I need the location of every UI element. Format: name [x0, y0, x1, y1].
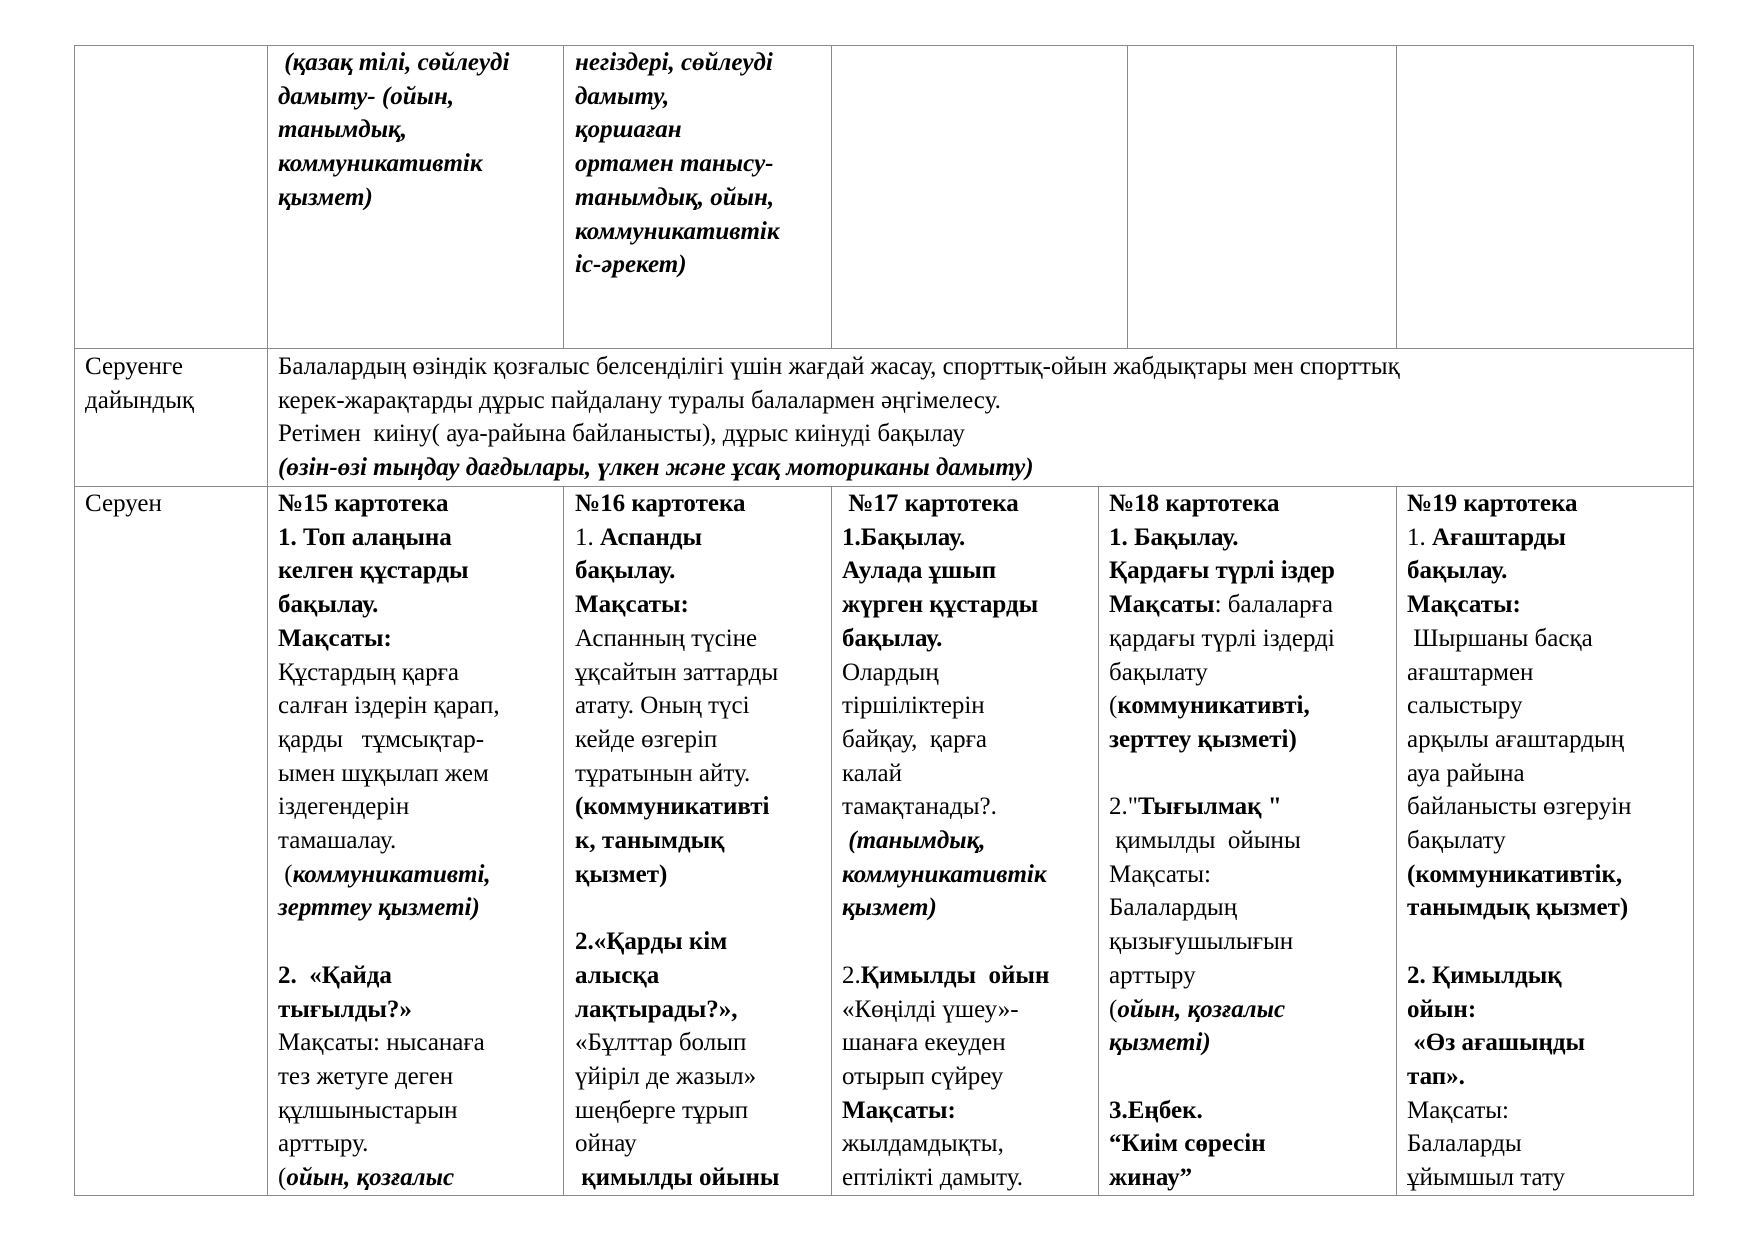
row3-col2-cell-line-5: [575, 622, 779, 656]
text-run: «Өз ағашыңды: [1407, 1029, 1586, 1057]
text-run: бақылау.: [842, 624, 943, 652]
text-run: бақылау.: [1407, 557, 1508, 585]
row3-col5-cell-line-6: [1407, 656, 1631, 690]
row3-col1-cell-line-11: [278, 824, 500, 858]
row2-content-cell-line-2: [278, 384, 1400, 418]
row3-col2-cell-line-19: [575, 1094, 779, 1128]
text-run: тіршіліктерін: [842, 692, 985, 720]
row3-col3-cell-line-19: [842, 1094, 1049, 1128]
row3-col1-cell-line-13: [278, 891, 500, 925]
row3-col2-cell-line-7: [575, 689, 779, 723]
row3-col3-cell-line-8: [842, 723, 1049, 757]
row3-col2-cell-line-10: [575, 790, 779, 824]
row3-col1-cell-line-1: [278, 487, 500, 521]
row3-col5-cell: [1407, 487, 1631, 1195]
row3-col1-cell-line-7: [278, 689, 500, 723]
col-divider-2-top: [563, 45, 564, 348]
text-run: ымен шұқылап жем: [278, 759, 489, 787]
row3-col3-cell-line-15: [842, 959, 1049, 993]
text-run: “Киім сөресін: [1109, 1130, 1266, 1158]
text-run: коммуникативтік: [842, 860, 1047, 888]
row3-col3-cell-line-4: [842, 588, 1049, 622]
text-run: құлшыныстарын: [278, 1096, 458, 1124]
row3-col2-cell-line-2: [575, 521, 779, 555]
row2-content-cell-line-4: [278, 451, 1400, 485]
text-run: зерттеу қызметі): [1109, 725, 1297, 753]
text-run: байқау, қарға: [842, 725, 988, 753]
row3-col1-cell: [278, 487, 500, 1195]
row1-col2-cell-line-6: [575, 215, 780, 249]
row-divider-1: [74, 348, 1694, 349]
row3-col2-cell-line-15: [575, 959, 779, 993]
text-run: Мақсаты: нысанаға: [278, 1029, 485, 1057]
row3-col3-cell-line-13: [842, 891, 1049, 925]
text-run: қимылды ойыны: [1109, 827, 1301, 855]
text-run: Тығылмақ ": [1137, 793, 1282, 821]
row3-col1-cell-line-19: [278, 1094, 500, 1128]
text-run: ауа райына: [1407, 759, 1525, 787]
row3-col5-cell-line-3: [1407, 554, 1631, 588]
row2-content-cell-line-3: [278, 417, 1400, 451]
text-run: ойын, қозғалыс: [286, 1164, 455, 1192]
row3-col5-cell-line-19: [1407, 1094, 1631, 1128]
row3-col1-cell-line-12: [278, 858, 500, 892]
text-run: Мақсаты:: [575, 591, 689, 619]
text-run: танымдық,: [278, 116, 407, 144]
text-run: 2. Қимылдық: [1407, 961, 1562, 989]
row3-col4-cell-line-13: [1109, 891, 1335, 925]
row1-col2-cell-line-2: [575, 80, 780, 114]
col-divider-4-top: [1127, 45, 1128, 348]
row1-col2-cell: [575, 46, 780, 282]
text-run: Ағаштарды: [1432, 523, 1566, 551]
row3-col1-cell-line-20: [278, 1127, 500, 1161]
row3-col4-cell-line-20: [1109, 1127, 1335, 1161]
row3-col3-cell-line-9: [842, 757, 1049, 791]
row3-col1-cell-line-8: [278, 723, 500, 757]
text-run: 2. «Қайда: [278, 961, 392, 989]
text-run: тап».: [1407, 1062, 1465, 1090]
text-run: шеңберге тұрып: [575, 1096, 749, 1124]
text-run: коммуникативтік: [575, 217, 780, 245]
text-run: №16 картотека: [575, 490, 746, 517]
row3-col2-cell-line-4: [575, 588, 779, 622]
text-run: шанаға екеуден: [842, 1029, 1006, 1057]
row3-col5-cell-line-18: [1407, 1060, 1631, 1094]
text-run: (танымдық,: [842, 827, 986, 855]
text-run: коммуникативті,: [292, 860, 491, 888]
text-run: салыстыру: [1407, 692, 1523, 720]
row3-col2-cell-line-17: [575, 1026, 779, 1060]
col-divider-3-bottom: [831, 486, 832, 1196]
text-run: негіздері, сөйлеуді: [575, 49, 773, 76]
row3-col4-cell: [1109, 487, 1335, 1195]
row1-col1-cell-line-2: [278, 80, 509, 114]
text-run: қардағы түрлі іздерді: [1109, 624, 1335, 652]
text-run: (: [1109, 692, 1118, 720]
text-run: зерттеу қызметі): [278, 894, 480, 922]
row3-col3-cell-line-11: [842, 824, 1049, 858]
row3-col1-cell-line-18: [278, 1060, 500, 1094]
text-run: Мақсаты:: [1109, 860, 1211, 888]
text-run: Аулада ұшып: [842, 557, 997, 585]
text-run: дамыту- (ойын,: [278, 82, 455, 110]
text-run: тамақтанады?.: [842, 793, 997, 821]
text-run: Олардың: [842, 658, 939, 686]
row3-col1-cell-line-4: [278, 588, 500, 622]
row3-col5-cell-line-9: [1407, 757, 1631, 791]
text-run: 2.": [1109, 793, 1138, 821]
row2-label-line-2: дайындық: [85, 386, 195, 414]
text-run: қоршаған: [575, 116, 682, 144]
text-run: бақылау.: [575, 557, 676, 585]
row3-col5-cell-line-15: [1407, 959, 1631, 993]
row1-col2-cell-line-4: [575, 147, 780, 181]
text-run: кейде өзгеріп: [575, 725, 718, 753]
row3-col5-cell-line-14: [1407, 925, 1631, 959]
row3-col5-cell-line-11: [1407, 824, 1631, 858]
text-run: арқылы ағаштардың: [1407, 725, 1625, 753]
row1-col1-cell-line-5: [278, 181, 509, 215]
text-run: Мақсаты:: [278, 624, 392, 652]
text-run: №15 картотека: [278, 490, 449, 517]
row3-col1-cell-line-10: [278, 790, 500, 824]
text-run: (: [1109, 995, 1118, 1023]
row3-col2-cell-line-13: [575, 891, 779, 925]
row3-col4-cell-line-17: [1109, 1026, 1335, 1060]
text-run: (: [278, 1164, 287, 1192]
text-run: дамыту,: [575, 82, 670, 110]
row3-col4-cell-line-1: [1109, 487, 1335, 521]
text-run: №18 картотека: [1109, 490, 1280, 517]
row2-label-line-1: Серуенге: [85, 353, 183, 380]
text-run: тез жетуге деген: [278, 1062, 454, 1090]
row3-col4-cell-line-15: [1109, 959, 1335, 993]
text-run: ойнау: [575, 1130, 637, 1158]
text-run: Аспанды: [600, 523, 703, 551]
text-run: : балаларға: [1214, 591, 1334, 619]
row3-col4-cell-line-10: [1109, 790, 1335, 824]
text-run: (: [278, 860, 293, 888]
row3-col5-cell-line-20: [1407, 1127, 1631, 1161]
row1-col2-cell-line-5: [575, 181, 780, 215]
row3-label-cell: [85, 487, 162, 521]
row3-col1-cell-line-9: [278, 757, 500, 791]
text-run: тұратынын айту.: [575, 759, 751, 787]
row3-col4-cell-line-2: [1109, 521, 1335, 555]
row3-col4-cell-line-7: [1109, 689, 1335, 723]
text-run: қызығушылығын: [1109, 928, 1294, 956]
row3-col3-cell-line-1: [842, 487, 1049, 521]
text-run: ойын:: [1407, 995, 1477, 1023]
text-run: ойын, қозғалыс: [1117, 995, 1286, 1023]
col-divider-3-top: [831, 45, 832, 348]
row3-col4-cell-line-9: [1109, 757, 1335, 791]
text-run: коммуникативті,: [1117, 692, 1310, 720]
row3-col5-cell-line-16: [1407, 993, 1631, 1027]
text-run: қызмет): [278, 183, 373, 211]
text-run: Мақсаты:: [1407, 1096, 1509, 1124]
row3-col5-cell-line-1: [1407, 487, 1631, 521]
row3-col2-cell-line-11: [575, 824, 779, 858]
row3-col1-cell-line-5: [278, 622, 500, 656]
text-run: Аспанның түсіне: [575, 624, 758, 652]
text-run: 1.Бақылау.: [842, 523, 966, 551]
text-run: Ретімен киіну( ауа-райына байланысты), дұрыс киінуді бақылау: [278, 420, 965, 448]
text-run: қызмет): [842, 894, 937, 922]
text-run: Қардағы түрлі іздер: [1109, 557, 1335, 585]
row3-col4-cell-line-21: [1109, 1161, 1335, 1195]
text-run: байланысты өзгеруін: [1407, 793, 1632, 821]
row3-col1-cell-line-2: [278, 521, 500, 555]
col-divider-2-bottom: [563, 486, 564, 1196]
row3-col5-cell-line-21: [1407, 1161, 1631, 1195]
row1-col2-cell-line-3: [575, 113, 780, 147]
row3-col5-cell-line-4: [1407, 588, 1631, 622]
text-run: Балалардың өзіндік қозғалыс белсенділігі үшін жағдай жасау, спорттық-ойын жабдықтары мен спорттық: [278, 353, 1400, 380]
row3-col3-cell-line-10: [842, 790, 1049, 824]
row3-col4-cell-line-5: [1109, 622, 1335, 656]
row3-col3-cell-line-7: [842, 689, 1049, 723]
row3-col5-cell-line-17: [1407, 1026, 1631, 1060]
text-run: жылдамдықты,: [842, 1130, 1004, 1158]
text-run: 1. Бақылау.: [1109, 523, 1239, 551]
row3-col2-cell-line-1: [575, 487, 779, 521]
text-run: Шыршаны басқа: [1407, 624, 1593, 652]
text-run: (өзін-өзі тыңдау дағдылары, үлкен және ұсақ моториканы дамыту): [278, 454, 1034, 482]
text-run: бақылату: [1407, 827, 1506, 855]
row3-col2-cell-line-6: [575, 656, 779, 690]
text-run: жинау”: [1109, 1164, 1193, 1192]
row3-col4-cell-line-19: [1109, 1094, 1335, 1128]
row3-col1-cell-line-6: [278, 656, 500, 690]
row3-col4-cell-line-16: [1109, 993, 1335, 1027]
text-run: алысқа: [575, 961, 660, 989]
row3-col5-cell-line-5: [1407, 622, 1631, 656]
text-run: (коммуникативтік,: [1407, 860, 1623, 888]
row3-col2-cell-line-9: [575, 757, 779, 791]
row3-col2-cell-line-14: [575, 925, 779, 959]
row3-col3-cell-line-17: [842, 1026, 1049, 1060]
row3-col2-cell-line-21: [575, 1161, 779, 1195]
row3-col1-cell-line-3: [278, 554, 500, 588]
row3-col2-cell-line-8: [575, 723, 779, 757]
text-run: 1.: [1407, 523, 1432, 551]
row3-col2-cell-line-20: [575, 1127, 779, 1161]
text-run: (қазақ тілі, сөйлеуді: [278, 49, 510, 76]
col-divider-4-bottom: [1098, 486, 1099, 1196]
row3-col4-cell-line-11: [1109, 824, 1335, 858]
row3-label: Серуен: [85, 490, 162, 517]
row3-col2-cell-line-12: [575, 858, 779, 892]
row1-col1-cell-line-1: [278, 46, 509, 80]
text-run: 1. Топ алаңына: [278, 523, 452, 551]
text-run: керек-жарақтарды дұрыс пайдалану туралы балалармен әңгімелесу.: [278, 386, 1001, 414]
text-run: танымдық, ойын,: [575, 183, 775, 211]
text-run: коммуникативтік: [278, 150, 483, 178]
row3-col5-cell-line-10: [1407, 790, 1631, 824]
row3-col5-cell-line-8: [1407, 723, 1631, 757]
row3-col3-cell-line-2: [842, 521, 1049, 555]
text-run: іздегендерін: [278, 793, 410, 821]
row1-col1-cell-line-3: [278, 113, 509, 147]
row1-col1-cell-line-4: [278, 147, 509, 181]
row3-col4-cell-line-14: [1109, 925, 1335, 959]
text-run: келген құстарды: [278, 557, 469, 585]
text-run: к, танымдық: [575, 827, 725, 855]
text-run: «Көңілді үшеу»-: [842, 995, 1019, 1023]
text-run: ұйымшыл тату: [1407, 1164, 1566, 1192]
text-run: 3.Еңбек.: [1109, 1096, 1203, 1124]
text-run: қызмет): [575, 860, 668, 888]
text-run: №17 картотека: [842, 490, 1019, 517]
row1-col1-cell: [278, 46, 509, 215]
row3-col1-cell-line-17: [278, 1026, 500, 1060]
row3-col3-cell-line-12: [842, 858, 1049, 892]
row3-col5-cell-line-2: [1407, 521, 1631, 555]
text-run: бақылату: [1109, 658, 1208, 686]
col-divider-label: [267, 45, 268, 1196]
text-run: Балаларды: [1407, 1130, 1522, 1158]
text-run: ағаштармен: [1407, 658, 1534, 686]
text-run: арттыру.: [278, 1130, 369, 1158]
row3-col3-cell-line-16: [842, 993, 1049, 1027]
row2-content-cell-line-1: [278, 350, 1400, 384]
text-run: отырып сүйреу: [842, 1062, 1004, 1090]
row3-col3-cell-line-18: [842, 1060, 1049, 1094]
text-run: танымдық қызмет): [1407, 894, 1629, 922]
text-run: атату. Оның түсі: [575, 692, 750, 720]
row1-col2-cell-line-7: [575, 248, 780, 282]
row3-col1-cell-line-14: [278, 925, 500, 959]
row3-col1-cell-line-16: [278, 993, 500, 1027]
text-run: Мақсаты:: [842, 1096, 956, 1124]
row3-col4-cell-line-12: [1109, 858, 1335, 892]
row1-col2-cell-line-1: [575, 46, 780, 80]
row2-content-cell: [278, 350, 1400, 485]
text-run: бақылау.: [278, 591, 379, 619]
row3-col2-cell: [575, 487, 779, 1195]
text-run: лақтырады?»,: [575, 995, 738, 1023]
row3-col5-cell-line-13: [1407, 891, 1631, 925]
text-run: тығылды?»: [278, 995, 412, 1023]
row3-col2-cell-line-18: [575, 1060, 779, 1094]
text-run: Мақсаты: [1109, 591, 1215, 619]
text-run: ептілікті дамыту.: [842, 1164, 1023, 1192]
row3-col5-cell-line-12: [1407, 858, 1631, 892]
row3-col5-cell-line-7: [1407, 689, 1631, 723]
row3-col4-cell-line-6: [1109, 656, 1335, 690]
row3-col3-cell-line-3: [842, 554, 1049, 588]
text-run: тамашалау.: [278, 827, 397, 855]
row3-col4-cell-line-8: [1109, 723, 1335, 757]
text-run: Құстардың қарға: [278, 658, 460, 686]
row3-col4-cell-line-3: [1109, 554, 1335, 588]
row3-col3-cell-line-6: [842, 656, 1049, 690]
text-run: 2.«Қарды кім: [575, 928, 728, 956]
text-run: Балалардың: [1109, 894, 1238, 922]
text-run: Қимылды ойын: [860, 961, 1050, 989]
text-run: ұқсайтын заттарды: [575, 658, 779, 686]
text-run: ортамен танысу-: [575, 150, 774, 178]
text-run: «Бұлттар болып: [575, 1029, 747, 1057]
text-run: 1.: [575, 523, 600, 551]
row3-col1-cell-line-15: [278, 959, 500, 993]
row3-col3-cell: [842, 487, 1049, 1195]
row2-label-cell: [85, 350, 194, 417]
text-run: қызметі): [1109, 1029, 1211, 1057]
row3-col3-cell-line-20: [842, 1127, 1049, 1161]
text-run: қимылды ойыны: [575, 1164, 780, 1192]
text-run: калай: [842, 759, 903, 787]
text-run: 2.: [842, 961, 861, 989]
row3-col1-cell-line-21: [278, 1161, 500, 1195]
text-run: үйіріл де жазыл»: [575, 1062, 757, 1090]
text-run: №19 картотека: [1407, 490, 1578, 517]
col-divider-5-bottom: [1396, 486, 1397, 1196]
text-run: (коммуникативті: [575, 793, 770, 821]
text-run: қарды тұмсықтар-: [278, 725, 485, 753]
col-divider-5-top: [1396, 45, 1397, 348]
row3-col2-cell-line-16: [575, 993, 779, 1027]
row3-col4-cell-line-4: [1109, 588, 1335, 622]
row3-col4-cell-line-18: [1109, 1060, 1335, 1094]
text-run: жүрген құстарды: [842, 591, 1039, 619]
row3-col3-cell-line-21: [842, 1161, 1049, 1195]
row3-col3-cell-line-14: [842, 925, 1049, 959]
text-run: салған іздерін қарап,: [278, 692, 500, 720]
text-run: арттыру: [1109, 961, 1196, 989]
text-run: Мақсаты:: [1407, 591, 1521, 619]
row3-col2-cell-line-3: [575, 554, 779, 588]
row3-col3-cell-line-5: [842, 622, 1049, 656]
text-run: іс-әрекет): [575, 251, 687, 279]
